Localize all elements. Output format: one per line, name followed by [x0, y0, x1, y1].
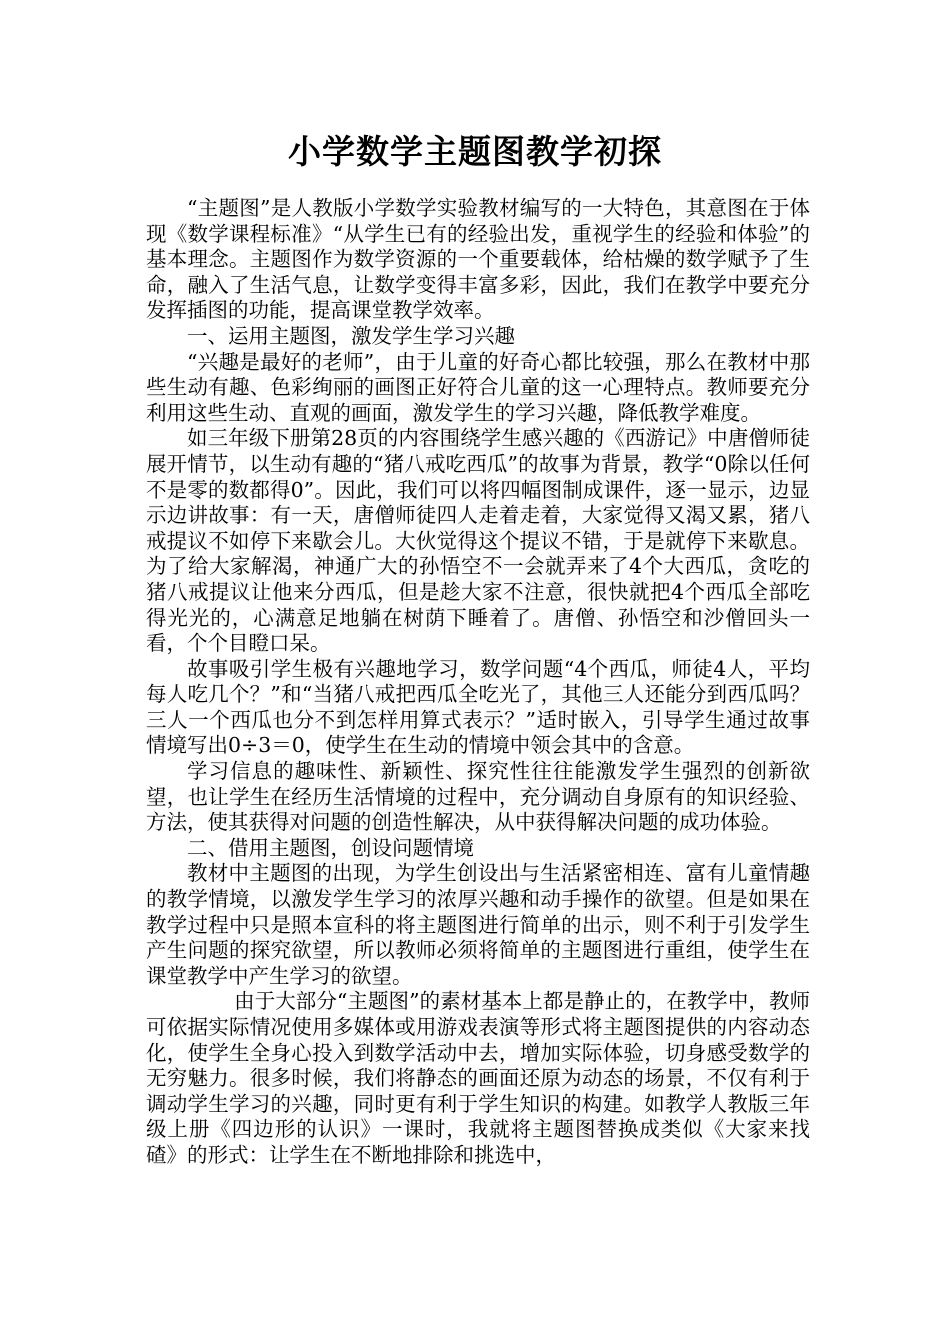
- body-paragraph: 教材中主题图的出现，为学生创设出与生活紧密相连、富有儿童情趣的教学情境，以激发学生学习的浓厚兴趣和动手操作的欲望。但是如果在教学过程中只是照本宣科的将主题图进行简单的出示，则不利于引发学生产生问题的探究欲望，所以教师必须将简单的主题图进行重组，使学生在课堂教学中产生学习的欲望。: [146, 861, 810, 988]
- document-body: [146, 196, 810, 1169]
- body-paragraph: 如三年级下册第28页的内容围绕学生感兴趣的《西游记》中唐僧师徒展开情节，以生动有趣的“猪八戒吃西瓜”的故事为背景，教学“0除以任何不是零的数都得0”。因此，我们可以将四幅图制成课件，逐一显示，边显示边讲故事：有一天，唐僧师徒四人走着走着，大家觉得又渴又累，猪八戒提议不如停下来歇会儿。大伙觉得这个提议不错，于是就停下来歇息。为了给大家解渴，神通广大的孙悟空不一会就弄来了4个大西瓜，贪吃的猪八戒提议让他来分西瓜，但是趁大家不注意，很快就把4个西瓜全部吃得光光的，心满意足地躺在树荫下睡着了。唐僧、孙悟空和沙僧回头一看，个个目瞪口呆。: [146, 426, 810, 656]
- body-paragraph: “兴趣是最好的老师”，由于儿童的好奇心都比较强，那么在教材中那些生动有趣、色彩绚丽的画图正好符合儿童的这一心理特点。教师要充分利用这些生动、直观的画面，激发学生的学习兴趣，降低教学难度。: [146, 349, 810, 425]
- body-paragraph: 由于大部分“主题图”的素材基本上都是静止的，在教学中，教师可依据实际情况使用多媒体或用游戏表演等形式将主题图提供的内容动态化，使学生全身心投入到数学活动中去，增加实际体验，切身感受数学的无穷魅力。很多时候，我们将静态的画面还原为动态的场景，不仅有利于调动学生学习的兴趣，同时更有利于学生知识的构建。如教学人教版三年级上册《四边形的认识》一课时，我就将主题图替换成类似《大家来找碴》的形式：让学生在不断地排除和挑选中，: [146, 989, 810, 1167]
- section-heading-2: 二、借用主题图，创设问题情境: [187, 835, 474, 860]
- body-paragraph: 故事吸引学生极有兴趣地学习，数学问题“4个西瓜，师徒4人，平均每人吃几个？”和“当猪八戒把西瓜全吃光了，其他三人还能分到西瓜吗？三人一个西瓜也分不到怎样用算式表示？”适时嵌入，引导学生通过故事情境写出0÷3＝0，使学生在生动的情境中领会其中的含意。: [146, 656, 810, 758]
- body-paragraph: 学习信息的趣味性、新颖性、探究性往往能激发学生强烈的创新欲望，也让学生在经历生活情境的过程中，充分调动自身原有的知识经验、方法，使其获得对问题的创造性解决，从中获得解决问题的成功体验。: [146, 759, 810, 835]
- document-title: 小学数学主题图教学初探: [288, 132, 662, 171]
- intro-paragraph: “主题图”是人教版小学数学实验教材编写的一大特色，其意图在于体现《数学课程标准》“从学生已有的经验出发，重视学生的经验和体验”的基本理念。主题图作为数学资源的一个重要载体，给枯燥的数学赋予了生命，融入了生活气息，让数学变得丰富多彩，因此，我们在教学中要充分发挥插图的功能，提高课堂教学效率。: [146, 196, 810, 323]
- section-heading-1: 一、运用主题图，激发学生学习兴趣: [187, 323, 515, 348]
